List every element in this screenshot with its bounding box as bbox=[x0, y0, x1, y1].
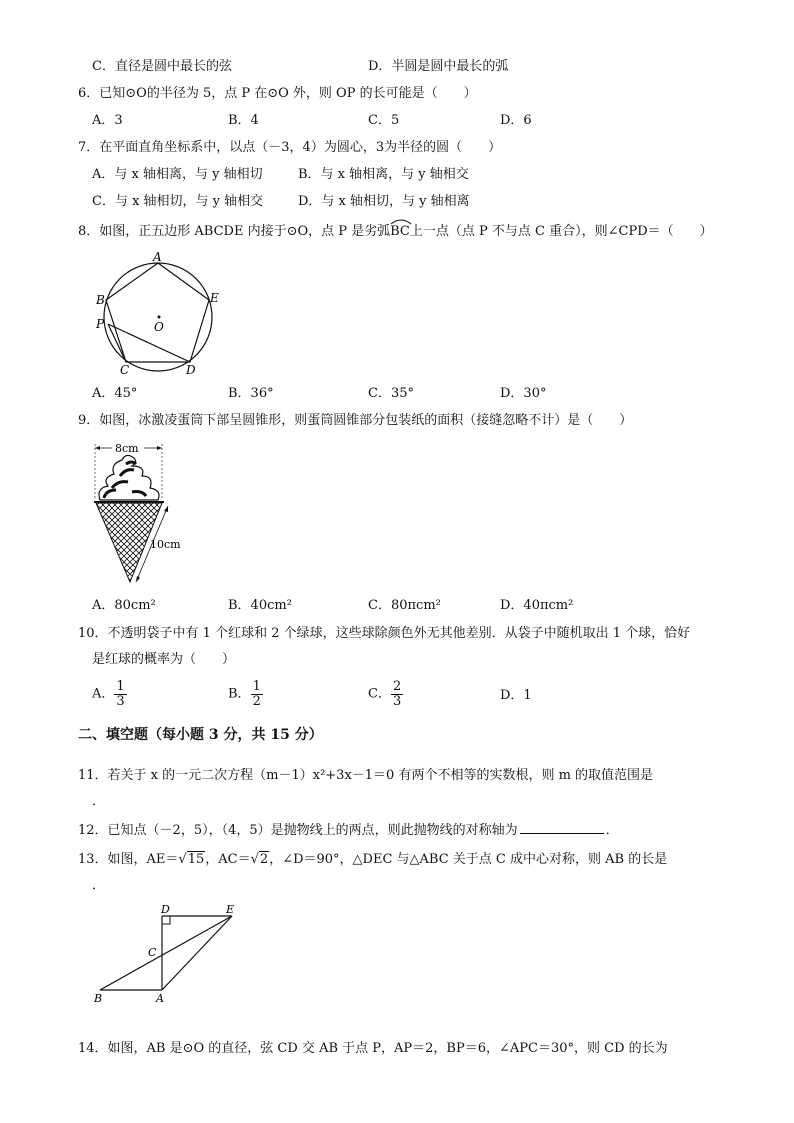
q10-option-c: C． $\frac{2}{3}$ bbox=[368, 679, 402, 709]
q8-label-c: C bbox=[120, 363, 130, 377]
q6-option-d: D．6 bbox=[500, 113, 532, 128]
q9-option-a: A．80cm² bbox=[92, 598, 156, 613]
q8-label-p: P bbox=[96, 317, 105, 331]
radicand: 2 bbox=[259, 852, 269, 867]
sqrt-icon: √ bbox=[250, 852, 259, 867]
q8-arc-bc: BC bbox=[390, 223, 410, 241]
q6-option-b: B．4 bbox=[228, 113, 259, 128]
q13-label-a: A bbox=[156, 992, 164, 1005]
q11-stem-end: ． bbox=[92, 794, 106, 809]
q13-triangle-figure bbox=[88, 900, 248, 1008]
q8-label-d: D bbox=[186, 363, 196, 377]
radicand: 15 bbox=[187, 852, 205, 867]
q11-stem: 11．若关于 x 的一元二次方程（m－1）x²+3x－1＝0 有两个不相等的实数根，则 m 的取值范围是 bbox=[78, 768, 654, 783]
q9-option-d: D．40πcm² bbox=[500, 598, 574, 613]
q9-dim-side-label: 10cm bbox=[150, 538, 181, 551]
q13-label-b: B bbox=[94, 992, 103, 1005]
fraction: $\frac{2}{3}$ bbox=[392, 679, 402, 709]
q13-label-d: D bbox=[161, 903, 170, 916]
q8-option-b: B．36° bbox=[228, 386, 274, 401]
arc-symbol-icon bbox=[390, 217, 412, 225]
q9-option-c: C．80πcm² bbox=[368, 598, 441, 613]
q9-option-b: B．40cm² bbox=[228, 598, 292, 613]
q7-option-a: A．与 x 轴相离，与 y 轴相切 bbox=[92, 167, 263, 182]
section-2-title: 二、填空题（每小题 3 分，共 15 分） bbox=[78, 727, 323, 743]
q12-stem: 12．已知点（－2，5），（4，5）是抛物线上的两点，则此抛物线的对称轴为 ． bbox=[78, 823, 619, 838]
q7-stem: 7．在平面直角坐标系中，以点（－3，4）为圆心，3为半径的圆（ ） bbox=[78, 140, 502, 155]
q13-label-c: C bbox=[148, 946, 157, 959]
q10-stem-line1: 10．不透明袋子中有 1 个红球和 2 个绿球，这些球除颜色外无其他差别．从袋子中随机取出 1 个球，恰好 bbox=[78, 626, 691, 641]
q8-label-o: O bbox=[154, 320, 164, 334]
q10-option-d: D．1 bbox=[500, 688, 532, 703]
q9-icecream-figure bbox=[88, 436, 198, 586]
q7-option-b: B．与 x 轴相离，与 y 轴相交 bbox=[298, 167, 469, 182]
q10-stem-line2: 是红球的概率为（ ） bbox=[92, 652, 236, 667]
q8-option-d: D．30° bbox=[500, 386, 547, 401]
q8-label-b: B bbox=[96, 293, 105, 307]
q7-option-c: C．与 x 轴相切，与 y 轴相交 bbox=[92, 194, 264, 209]
q10-option-b: B． $\frac{1}{2}$ bbox=[228, 679, 261, 709]
q10-option-a: A． $\frac{1}{3}$ bbox=[92, 679, 125, 709]
q8-stem bbox=[78, 223, 713, 241]
q9-stem: 9．如图，冰激凌蛋筒下部呈圆锥形，则蛋筒圆锥部分包装纸的面积（接缝忽略不计）是（ ） bbox=[78, 413, 633, 428]
q6-stem: 6．已知⊙O的半径为 5，点 P 在⊙O 外，则 OP 的长可能是（ ） bbox=[78, 86, 477, 101]
fraction: $\frac{1}{2}$ bbox=[252, 679, 261, 709]
q13-stem: 13．如图，AE＝√15，AC＝√2，∠D＝90°，△DEC 与△ABC 关于点 C 成中心对称，则 AB 的长是 bbox=[78, 852, 668, 867]
answer-blank[interactable] bbox=[520, 821, 604, 834]
q8-option-c: C．35° bbox=[368, 386, 414, 401]
q9-dim-top-label: 8cm bbox=[115, 442, 139, 455]
fraction: $\frac{1}{3}$ bbox=[116, 679, 125, 709]
q6-option-a: A．3 bbox=[92, 113, 123, 128]
q8-stem-end: 上一点（点 P 不与点 C 重合），则∠CPD＝（ ） bbox=[409, 224, 713, 239]
q13-stem-end: ． bbox=[92, 878, 106, 893]
q8-stem-start: 8．如图，正五边形 ABCDE 内接于⊙O，点 P 是劣弧 bbox=[78, 224, 391, 239]
q13-label-e: E bbox=[226, 903, 235, 916]
q8-label-e: E bbox=[210, 291, 219, 305]
q5-option-d: D．半圆是圆中最长的弧 bbox=[368, 59, 509, 74]
q8-pentagon-figure bbox=[90, 252, 225, 377]
q6-option-c: C．5 bbox=[368, 113, 400, 128]
q14-stem: 14．如图，AB 是⊙O 的直径，弦 CD 交 AB 于点 P，AP＝2，BP＝6，∠APC＝30°，则 CD 的长为 bbox=[78, 1041, 668, 1056]
q5-option-c: C．直径是圆中最长的弦 bbox=[92, 59, 232, 74]
q8-label-a: A bbox=[153, 252, 162, 264]
q8-option-a: A．45° bbox=[92, 386, 138, 401]
q7-option-d: D．与 x 轴相切，与 y 轴相离 bbox=[298, 194, 470, 209]
sqrt-icon: √ bbox=[178, 852, 187, 867]
